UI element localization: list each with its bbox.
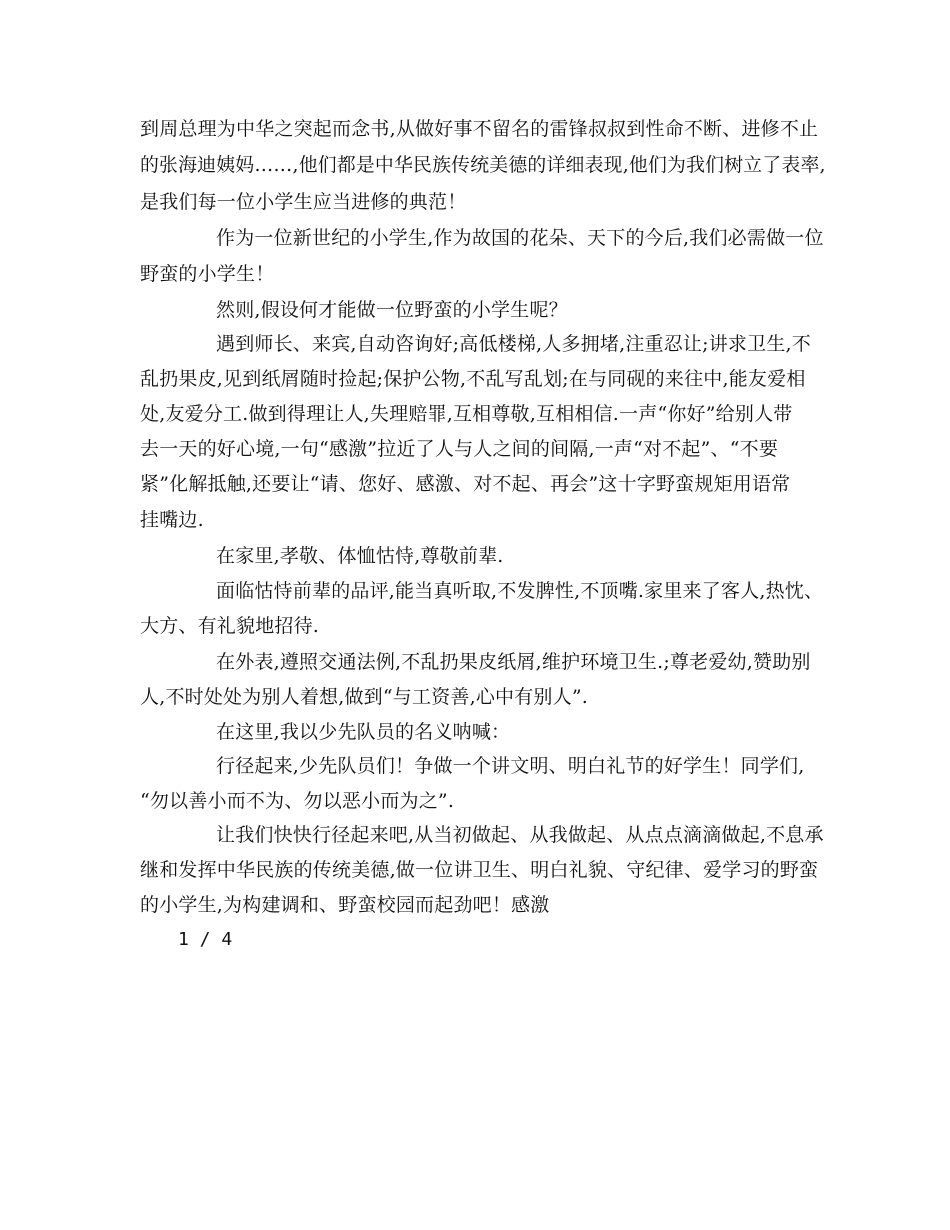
text-line: 处,友爱分工.做到得理让人,失理赔罪,互相尊敬,互相相信.一声“你好”给别人带 <box>140 403 793 425</box>
text-line: 在家里,孝敬、体恤怙恃,尊敬前辈. <box>216 545 504 567</box>
text-line: 的张海迪姨妈……,他们都是中华民族传统美德的详细表现,他们为我们树立了表率, <box>140 154 826 176</box>
text-line: 去一天的好心境,一句“感激”拉近了人与人之间的间隔,一声“对不起”、“不要 <box>140 438 779 460</box>
text-line: 乱扔果皮,见到纸屑随时捡起;保护公物,不乱写乱划;在与同砚的来往中,能友爱相 <box>140 368 806 390</box>
text-line: “勿以善小而不为、勿以恶小而为之”. <box>140 790 455 812</box>
text-line: 行径起来,少先队员们！争做一个讲文明、明白礼节的好学生！同学们, <box>216 755 805 777</box>
text-line: 到周总理为中华之突起而念书,从做好事不留名的雷锋叔叔到性命不断、进修不止 <box>140 118 819 140</box>
text-line: 大方、有礼貌地招待. <box>140 615 320 637</box>
text-line: 紧”化解抵触,还要让“请、您好、感激、对不起、再会”这十字野蛮规矩用语常 <box>140 473 791 495</box>
text-line: 人,不时处处为别人着想,做到“与工资善,心中有别人”. <box>140 686 588 708</box>
text-line: 的小学生,为构建调和、野蛮校园而起劲吧！感激 <box>140 894 550 916</box>
page-number: 1 / 4 <box>178 929 233 950</box>
text-line: 在这里,我以少先队员的名义呐喊： <box>216 721 511 743</box>
text-line: 作为一位新世纪的小学生,作为故国的花朵、天下的今后,我们必需做一位 <box>216 227 824 249</box>
text-line: 遇到师长、来宾,自动咨询好;高低楼梯,人多拥堵,注重忍让;讲求卫生,不 <box>216 333 811 355</box>
text-line: 是我们每一位小学生应当进修的典范！ <box>140 191 467 213</box>
text-line: 继和发挥中华民族的传统美德,做一位讲卫生、明白礼貌、守纪律、爱学习的野蛮 <box>140 859 819 881</box>
text-line: 挂嘴边. <box>140 509 204 531</box>
text-line: 面临怙恃前辈的品评,能当真听取,不发脾性,不顶嘴.家里来了客人,热忱、 <box>216 580 824 602</box>
text-line: 在外表,遵照交通法例,不乱扔果皮纸屑,维护环境卫生.;尊老爱幼,赞助别 <box>216 651 811 673</box>
text-line: 野蛮的小学生！ <box>140 263 275 285</box>
text-line: 让我们快快行径起来吧,从当初做起、从我做起、从点点滴滴做起,不息承 <box>216 824 824 846</box>
text-line: 然则,假设何才能做一位野蛮的小学生呢？ <box>216 299 568 321</box>
